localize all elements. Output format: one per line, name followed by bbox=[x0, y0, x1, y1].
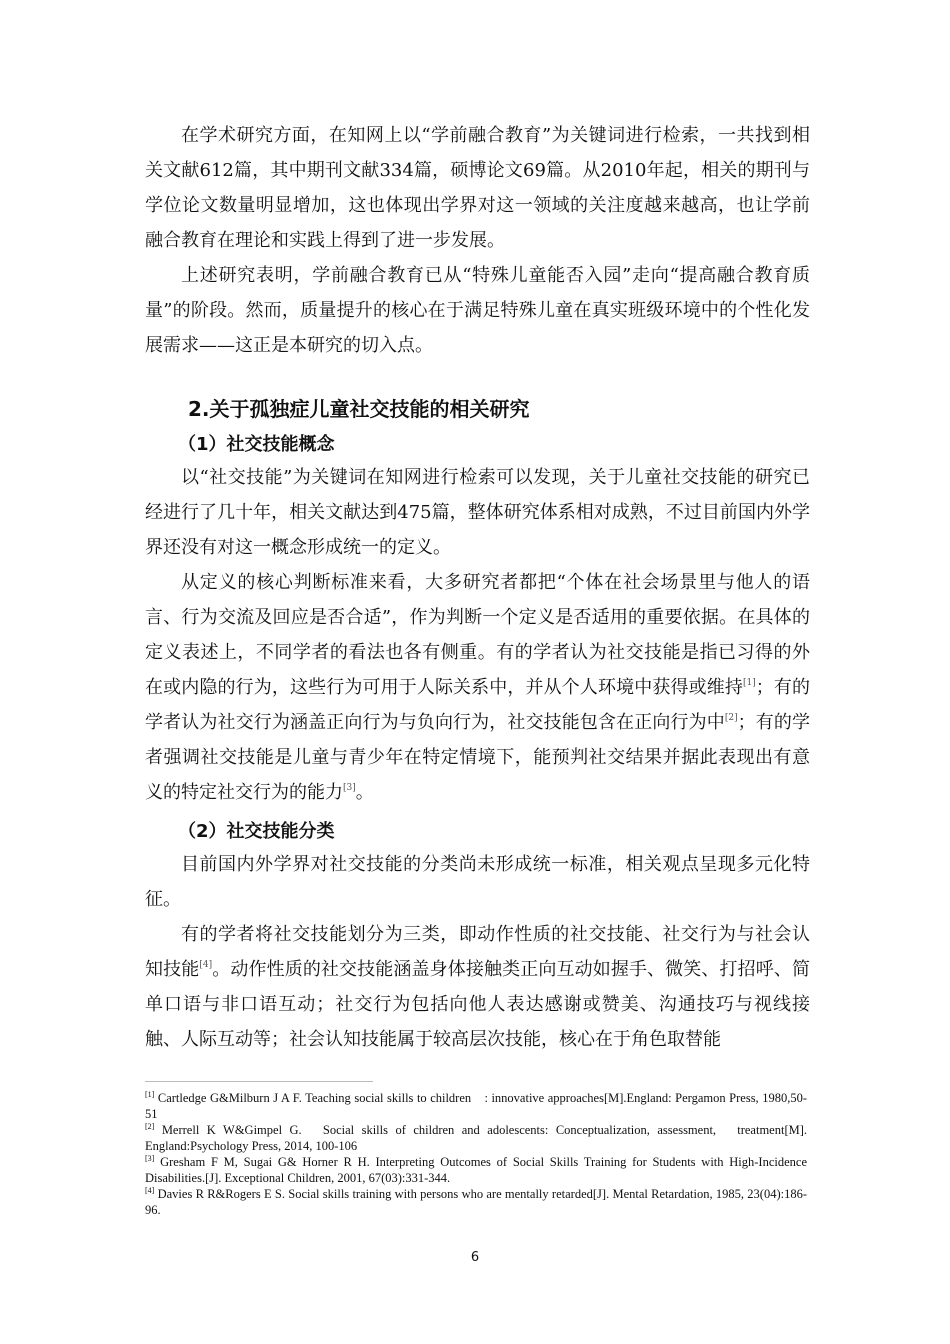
page-number: 6 bbox=[470, 1250, 480, 1265]
citation-ref[interactable]: [2] bbox=[724, 713, 738, 723]
subheading-classification: （2）社交技能分类 bbox=[178, 821, 335, 842]
footnote-mark: [1] bbox=[145, 1090, 155, 1099]
definition-text-a: 从定义的核心判断标准来看，大多研究者都把“个体在社会场景里与他人的语言、行为交流及回应是否合适”，作为判断一个定义是否适用的重要依据。在具体的定义表述上，不同学者的看法也各有侧重。有的学者认为社交技能是指已习得的外在或内隐的行为，这些行为可用于人际关系中，并从个人环境中获得或维持 bbox=[145, 572, 810, 698]
paragraph-research-summary: 上述研究表明，学前融合教育已从“特殊儿童能否入园”走向“提高融合教育质量”的阶段。然而，质量提升的核心在于满足特殊儿童在真实班级环境中的个性化发展需求——这正是本研究的切入点。 bbox=[145, 265, 810, 356]
footnote-divider bbox=[145, 1081, 373, 1082]
paragraph-classification-detail bbox=[145, 917, 810, 1057]
footnote-mark: [4] bbox=[145, 1186, 155, 1195]
paragraph-classification-intro: 目前国内外学界对社交技能的分类尚未形成统一标准，相关观点呈现多元化特征。 bbox=[145, 854, 810, 910]
citation-ref[interactable]: [4] bbox=[199, 960, 213, 970]
footnote-item bbox=[145, 1090, 807, 1122]
footnotes bbox=[145, 1090, 807, 1218]
footnote-text: Davies R R&Rogers E S. Social skills training with persons who are mentally retarded[J]. Mental Retardation, 1985, 23(04):186-96. bbox=[145, 1187, 807, 1217]
section-heading: 2.关于孤独症儿童社交技能的相关研究 bbox=[188, 397, 530, 421]
definition-text-d: 。 bbox=[355, 782, 374, 803]
footnote-mark: [3] bbox=[145, 1154, 155, 1163]
footnote-item bbox=[145, 1122, 807, 1154]
definition-text-b: ；有的学者认为社交行为涵盖正向行为与负向行为，社交技能包含在正向行为中 bbox=[145, 677, 811, 733]
classification-text-b: 。动作性质的社交技能涵盖身体接触类正向互动如握手、微笑、打招呼、简单口语与非口语互动；社交行为包括向他人表达感谢或赞美、沟通技巧与视线接触、人际互动等；社会认知技能属于较高层次技能，核心在于角色取替能 bbox=[145, 959, 811, 1050]
footnote-item bbox=[145, 1154, 807, 1186]
footnote-mark: [2] bbox=[145, 1122, 155, 1131]
definition-text-c: ；有的学者强调社交技能是儿童与青少年在特定情境下，能预判社交结果并据此表现出有意义的特定社交行为的能力 bbox=[145, 712, 811, 803]
paragraph-research-overview: 在学术研究方面，在知网上以“学前融合教育”为关键词进行检索，一共找到相关文献612篇，其中期刊文献334篇，硕博论文69篇。从2010年起，相关的期刊与学位论文数量明显增加，这也体现出学界对这一领域的关注度越来越高，也让学前融合教育在理论和实践上得到了进一步发展。 bbox=[145, 125, 810, 251]
subheading-concept: （1）社交技能概念 bbox=[178, 434, 335, 455]
footnote-text: Gresham F M, Sugai G& Horner R H. Interpreting Outcomes of Social Skills Training for Students with High-Incidence Disabilities.[J]. Exceptional Children, 2001, 67(03):331-344. bbox=[145, 1155, 808, 1185]
citation-ref[interactable]: [1] bbox=[743, 678, 756, 688]
footnote-item bbox=[145, 1186, 807, 1218]
classification-text-a: 有的学者将社交技能划分为三类，即动作性质的社交技能、社交行为与社会认知技能 bbox=[145, 924, 810, 980]
footnote-text: Cartledge G&Milburn J A F. Teaching social skills to children : innovative approaches[M].England: Pergamon Press, 1980,50-51 bbox=[145, 1091, 808, 1121]
citation-ref[interactable]: [3] bbox=[343, 783, 356, 793]
paragraph-concept-definition bbox=[145, 565, 810, 810]
footnote-text: Merrell K W&Gimpel G. Social skills of children and adolescents: Conceptualization, assessment, treatment[M]. England:Psychology Press, 2014, 100-106 bbox=[145, 1123, 808, 1153]
paragraph-concept-search: 以“社交技能”为关键词在知网进行检索可以发现，关于儿童社交技能的研究已经进行了几十年，相关文献达到475篇，整体研究体系相对成熟，不过目前国内外学界还没有对这一概念形成统一的定义。 bbox=[145, 467, 810, 558]
